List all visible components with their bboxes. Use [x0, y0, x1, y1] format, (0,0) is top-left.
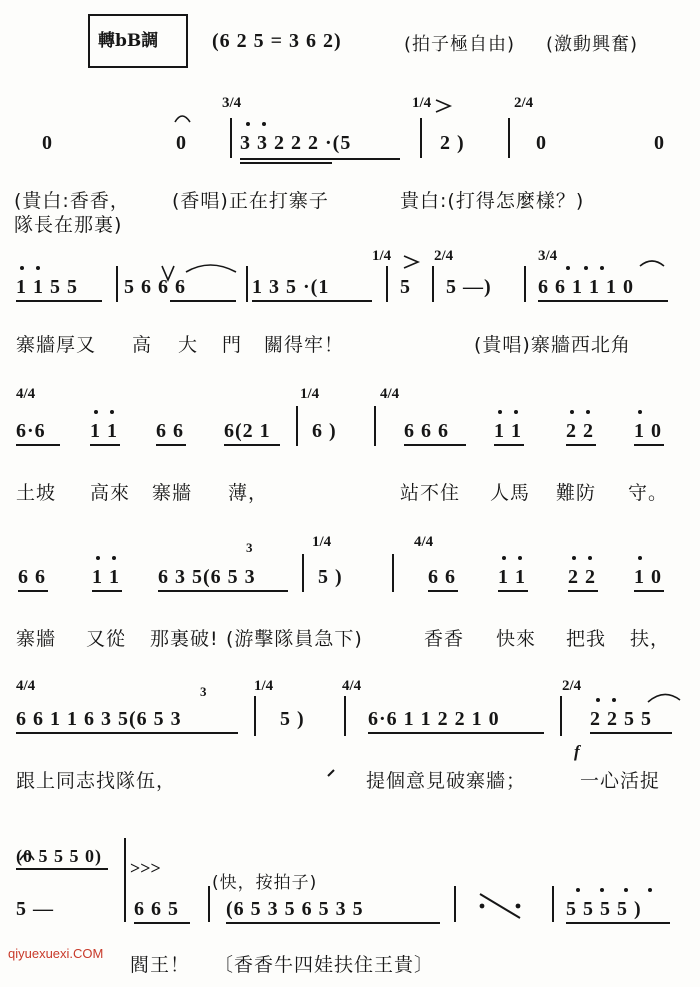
octave-dot-icon [612, 698, 616, 702]
time-signature: 2/4 [434, 248, 454, 264]
lyric-line: 扶， [630, 628, 671, 650]
music-measure: 5 ) [280, 708, 305, 730]
octave-dot-icon [600, 266, 604, 270]
key-signature: 轉bB調 [98, 31, 159, 51]
music-measure: 6 6 [428, 566, 456, 588]
lyric-line: 關得牢！ [264, 334, 345, 356]
octave-dot-icon [566, 266, 570, 270]
tie-arc-icon [648, 694, 680, 702]
tie-arc-icon [640, 261, 664, 266]
mood-note: (激動興奮) [546, 34, 639, 55]
time-signature: 3/4 [538, 248, 558, 264]
music-measure: 6 6 [18, 566, 46, 588]
music-measure: 1 3 5 ·(1 [252, 276, 330, 298]
accent-icon [436, 100, 450, 112]
lyric-line: 大 [178, 334, 199, 356]
octave-dot-icon [96, 556, 100, 560]
lyric-line: (香唱)正在打寨子 [172, 190, 329, 212]
time-signature: 2/4 [562, 678, 582, 694]
octave-dot-icon [638, 556, 642, 560]
octave-dot-icon [112, 556, 116, 560]
tempo-note: (拍子極自由) [404, 34, 516, 55]
octave-dot-icon [572, 556, 576, 560]
music-measure: 0 [536, 132, 547, 154]
tempo-mapping: (6 2 5 = 3 6 2) [212, 30, 342, 52]
music-measure: 5 ) [318, 566, 343, 588]
octave-dot-icon [624, 888, 628, 892]
music-measure: 2 2 5 5 [590, 708, 652, 730]
octave-dot-icon [110, 410, 114, 414]
music-measure: 2 2 [566, 420, 594, 442]
lyric-line: 高來 [90, 482, 131, 504]
octave-dot-icon [586, 410, 590, 414]
music-measure: 1 0 [634, 420, 662, 442]
music-measure: 1 1 [90, 420, 118, 442]
lyric-line: (貴唱)寨牆西北角 [474, 334, 631, 356]
music-measure: 6 6 1 1 1 0 [538, 276, 634, 298]
time-signature: 3/4 [222, 95, 242, 111]
lyric-line: 一心活捉 [580, 770, 661, 792]
octave-dot-icon [570, 410, 574, 414]
octave-dot-icon [596, 698, 600, 702]
repeat-sign-icon [480, 894, 520, 918]
octave-dot-icon [648, 888, 652, 892]
music-measure: 5 —) [446, 276, 492, 298]
lyric-line: 門 [222, 334, 243, 356]
time-signature: 1/4 [254, 678, 274, 694]
lyric-line: 寨牆 [16, 628, 57, 650]
triplet-mark: 3 [200, 684, 207, 699]
time-signature: 4/4 [16, 678, 36, 694]
watermark: qiyuexuexi.COM [8, 946, 104, 961]
music-measure: 6 ) [312, 420, 337, 442]
music-measure: 0 [654, 132, 665, 154]
music-measure: 1 1 5 5 [16, 276, 78, 298]
lyric-line: 又從 [86, 628, 127, 650]
accent-icon [404, 256, 418, 268]
octave-dot-icon [638, 410, 642, 414]
repeat-dot-icon [516, 904, 521, 909]
lyric-line: 薄， [228, 482, 269, 504]
time-signature: 4/4 [414, 534, 434, 550]
music-measure: 6 6 5 [134, 898, 179, 920]
music-measure: 6 6 [156, 420, 184, 442]
octave-dot-icon [246, 122, 250, 126]
music-measure: 3 3 2 2 2 ·(5 [240, 132, 352, 154]
lyric-line: 土坡 [16, 482, 57, 504]
lyric-line: 閻王！ [130, 954, 191, 976]
lyric-line: 香香 [424, 628, 465, 650]
repeat-dot-icon [480, 904, 485, 909]
octave-dot-icon [518, 556, 522, 560]
music-measure: 5 5 5 5 ) [566, 898, 642, 920]
lyric-line: 寨牆厚又 [16, 334, 97, 356]
lyric-line: 那裏破! [150, 628, 219, 650]
octave-dot-icon [600, 888, 604, 892]
lyric-line: 守。 [628, 482, 669, 504]
music-measure: 6 3 5(6 5 3 [158, 566, 256, 588]
time-signature: 4/4 [342, 678, 362, 694]
music-measure: 1 1 [498, 566, 526, 588]
lyric-line: 寨牆 [152, 482, 193, 504]
time-signature: 4/4 [16, 386, 36, 402]
stray-mark-icon [328, 770, 334, 776]
lyric-line: 提個意見破寨牆； [366, 770, 527, 792]
music-measure: 0 [176, 132, 187, 154]
music-measure: 2 ) [440, 132, 465, 154]
triplet-mark: 3 [246, 540, 253, 555]
lyric-line: 貴白:(打得怎麼樣？) [400, 190, 585, 212]
tie-arc-icon [186, 265, 236, 272]
music-measure: 6·6 [16, 420, 46, 442]
octave-dot-icon [502, 556, 506, 560]
music-measure: 5 — [16, 898, 54, 920]
time-signature: 1/4 [312, 534, 332, 550]
music-measure: 6 6 6 [404, 420, 449, 442]
music-measure: 6·6 1 1 2 2 1 0 [368, 708, 500, 730]
music-measure: (0 5 5 5 0) [16, 846, 102, 866]
lyric-line: 難防 [556, 482, 597, 504]
lyric-line: 把我 [566, 628, 607, 650]
octave-dot-icon [584, 266, 588, 270]
accent-marks: >>> [130, 858, 161, 878]
fermata-icon [175, 116, 190, 122]
music-measure: 1 1 [494, 420, 522, 442]
octave-dot-icon [498, 410, 502, 414]
music-measure: 5 [400, 276, 411, 298]
music-measure: 0 [42, 132, 53, 154]
octave-dot-icon [94, 410, 98, 414]
music-measure: 5 6 6 6 [124, 276, 186, 298]
octave-dot-icon [576, 888, 580, 892]
time-signature: 1/4 [412, 95, 432, 111]
lyric-line: 跟上同志找隊伍， [16, 770, 177, 792]
lyric-line: 站不住 [400, 482, 461, 504]
time-signature: 2/4 [514, 95, 534, 111]
octave-dot-icon [514, 410, 518, 414]
music-measure: (6 5 3 5 6 5 3 5 [226, 898, 364, 920]
lyric-line: 人馬 [490, 482, 531, 504]
music-measure: 1 1 [92, 566, 120, 588]
music-measure: 2 2 [568, 566, 596, 588]
fermata-icon [20, 854, 34, 860]
breath-mark-icon [162, 266, 174, 280]
lyric-line: (游擊隊員急下) [226, 628, 363, 650]
music-measure: 6(2 1 [224, 420, 271, 442]
music-measure: 1 0 [634, 566, 662, 588]
octave-dot-icon [588, 556, 592, 560]
lyric-line: 隊長在那裏) [14, 214, 123, 236]
lyric-line: 〔香香牛四娃扶住王貴〕 [214, 954, 435, 976]
lyric-line: 快來 [496, 628, 537, 650]
octave-dot-icon [36, 266, 40, 270]
music-measure: 6 6 1 1 6 3 5(6 5 3 [16, 708, 182, 730]
time-signature: 1/4 [300, 386, 320, 402]
time-signature: 4/4 [380, 386, 400, 402]
tempo-note: (快，按拍子) [212, 873, 318, 893]
dynamic-mark: f [574, 742, 581, 761]
lyric-line: 高 [132, 334, 153, 356]
octave-dot-icon [262, 122, 266, 126]
time-signature: 1/4 [372, 248, 392, 264]
octave-dot-icon [20, 266, 24, 270]
lyric-line: (貴白:香香， [14, 190, 130, 212]
